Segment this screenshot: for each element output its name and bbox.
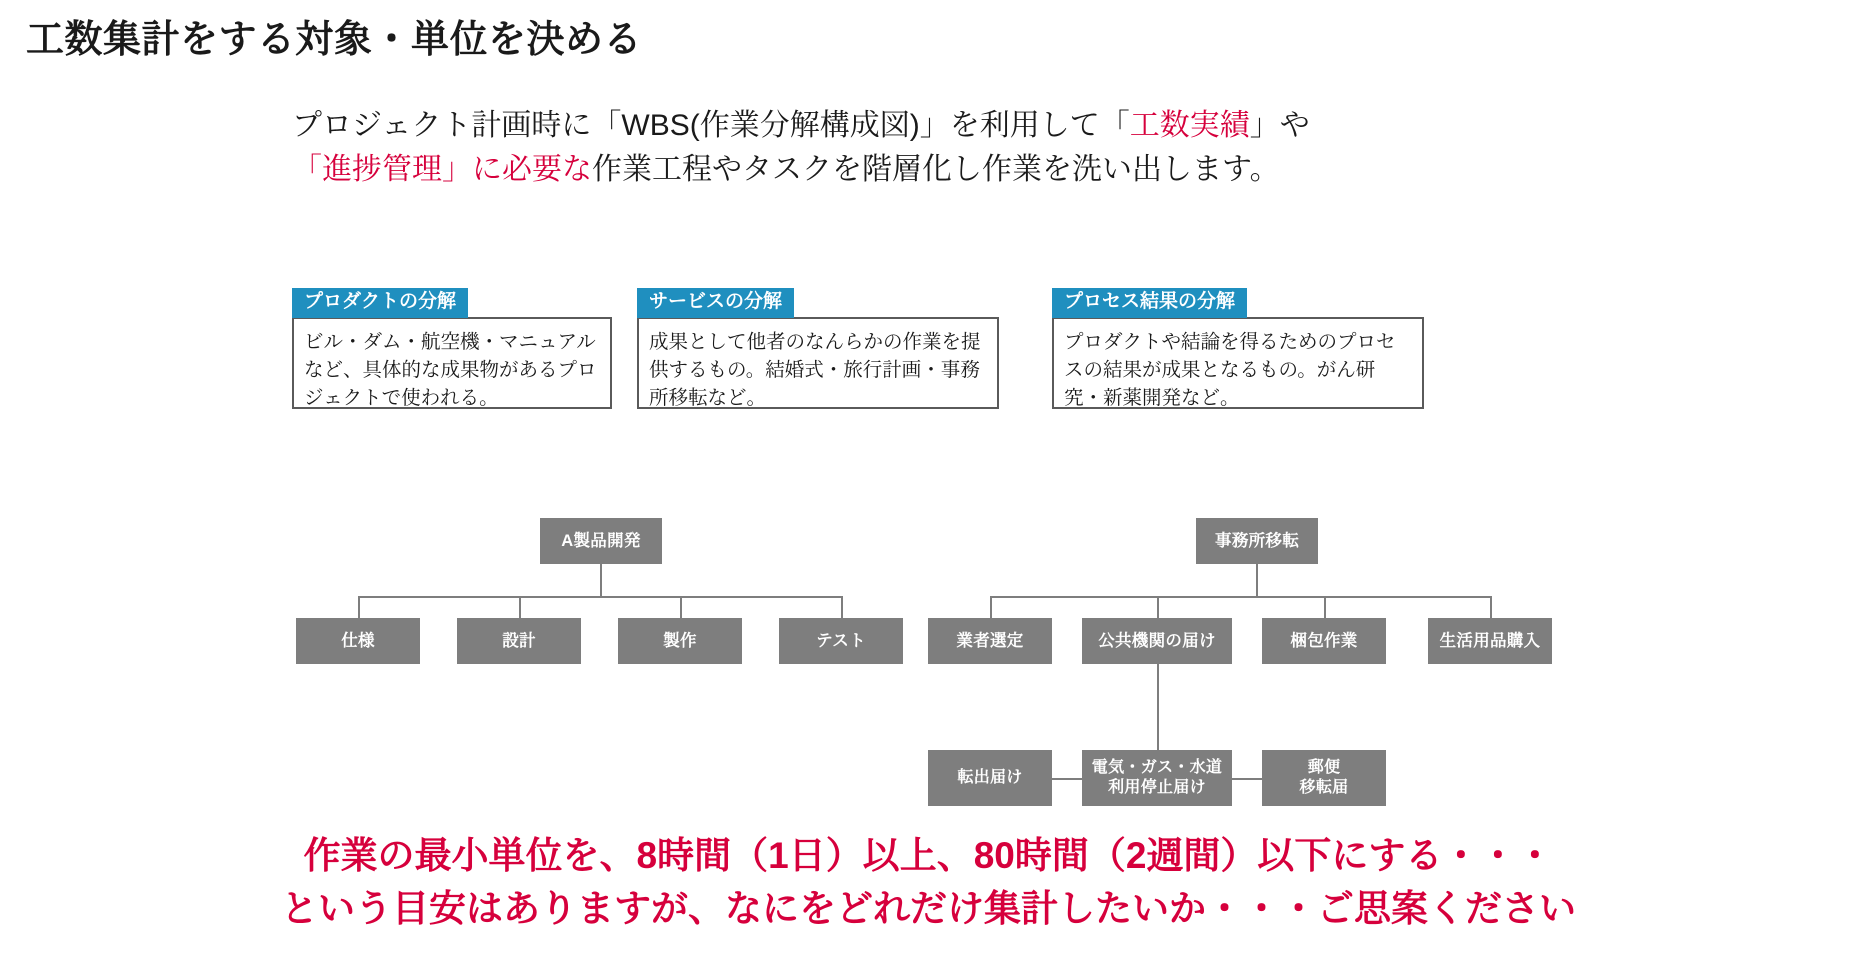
wbs-node-right-grandchild-2-line2: 利用停止届け <box>1108 779 1206 796</box>
wbs-connector-right-drop-4 <box>1490 596 1492 618</box>
wbs-node-right-grandchild-3-line1: 郵便 <box>1307 759 1341 776</box>
wbs-node-left-child-1: 仕様 <box>296 618 420 664</box>
card-header-service: サービスの分解 <box>637 288 794 318</box>
lead-paragraph <box>292 104 1310 193</box>
wbs-node-right-child-2: 公共機関の届け <box>1082 618 1232 664</box>
lead-line-2-highlight: 進捗管理」に必要な <box>322 153 592 187</box>
wbs-node-right-child-1: 業者選定 <box>928 618 1052 664</box>
wbs-connector-right-bus <box>990 596 1490 598</box>
lead-line-1-part-b: 」や <box>1249 109 1310 142</box>
card-body-product: ビル・ダム・航空機・マニュアルなど、具体的な成果物があるプロジェクトで使われる。 <box>292 317 612 409</box>
wbs-node-right-child-3: 梱包作業 <box>1262 618 1386 664</box>
wbs-connector-left-drop-1 <box>358 596 360 618</box>
lead-line-2 <box>292 148 1310 192</box>
card-body-process: プロダクトや結論を得るためのプロセスの結果が成果となるもの。がん研究・新薬開発など。 <box>1052 317 1424 409</box>
wbs-node-left-child-4: テスト <box>779 618 903 664</box>
lead-line-1-part-a: プロジェクト計画時に「WBS(作業分解構成図)」を利用して「 <box>292 109 1130 142</box>
lead-line-2-part-b: 作業工程やタスクを階層化し作業を洗い出します。 <box>592 153 1280 187</box>
card-body-service: 成果として他者のなんらかの作業を提供するもの。結婚式・旅行計画・事務所移転など。 <box>637 317 999 409</box>
wbs-node-right-grandchild-2-line1: 電気・ガス・水道 <box>1091 759 1223 776</box>
wbs-connector-left-root-stem <box>600 564 602 596</box>
wbs-connector-left-bus <box>358 596 842 598</box>
wbs-connector-right-drop-1 <box>990 596 992 618</box>
footer-message-line-2: という目安はありますが、なにをどれだけ集計したいか・・・ご思案ください <box>281 887 1576 929</box>
concept-card-service <box>637 288 999 409</box>
lead-line-2-quote-open: 「 <box>292 153 322 187</box>
concept-card-product <box>292 288 612 409</box>
wbs-node-right-child-4: 生活用品購入 <box>1428 618 1552 664</box>
wbs-connector-left-drop-4 <box>841 596 843 618</box>
wbs-node-root-right: 事務所移転 <box>1196 518 1318 564</box>
wbs-node-right-grandchild-1-label: 転出届け <box>957 769 1023 786</box>
wbs-diagram <box>0 500 1857 820</box>
wbs-connector-right-drop-3 <box>1324 596 1326 618</box>
footer-message-line-1: 作業の最小単位を、8時間（1日）以上、80時間（2週間）以下にする・・・ <box>303 835 1554 876</box>
wbs-node-right-grandchild-1 <box>928 750 1052 806</box>
page-title: 工数集計をする対象・単位を決める <box>26 19 643 61</box>
wbs-connector-grandchild-1-link <box>1052 778 1082 780</box>
lead-line-1 <box>292 104 1310 148</box>
wbs-node-left-child-3: 製作 <box>618 618 742 664</box>
wbs-connector-right-drop-2 <box>1157 596 1159 618</box>
wbs-node-right-grandchild-2 <box>1082 750 1232 806</box>
lead-line-1-highlight: 工数実績 <box>1129 109 1250 142</box>
wbs-node-left-child-2: 設計 <box>457 618 581 664</box>
wbs-connector-grandchild-3-link <box>1232 778 1262 780</box>
wbs-node-root-left: A製品開発 <box>540 518 662 564</box>
concept-card-process <box>1052 288 1424 409</box>
wbs-connector-right-level3-stem <box>1157 664 1159 750</box>
wbs-node-right-grandchild-3 <box>1262 750 1386 806</box>
wbs-connector-right-root-stem <box>1256 564 1258 596</box>
wbs-node-right-grandchild-3-line2: 移転届 <box>1299 779 1349 796</box>
card-header-process: プロセス結果の分解 <box>1052 288 1247 318</box>
wbs-connector-left-drop-2 <box>519 596 521 618</box>
wbs-connector-left-drop-3 <box>680 596 682 618</box>
footer-message <box>0 830 1857 935</box>
card-header-product: プロダクトの分解 <box>292 288 468 318</box>
